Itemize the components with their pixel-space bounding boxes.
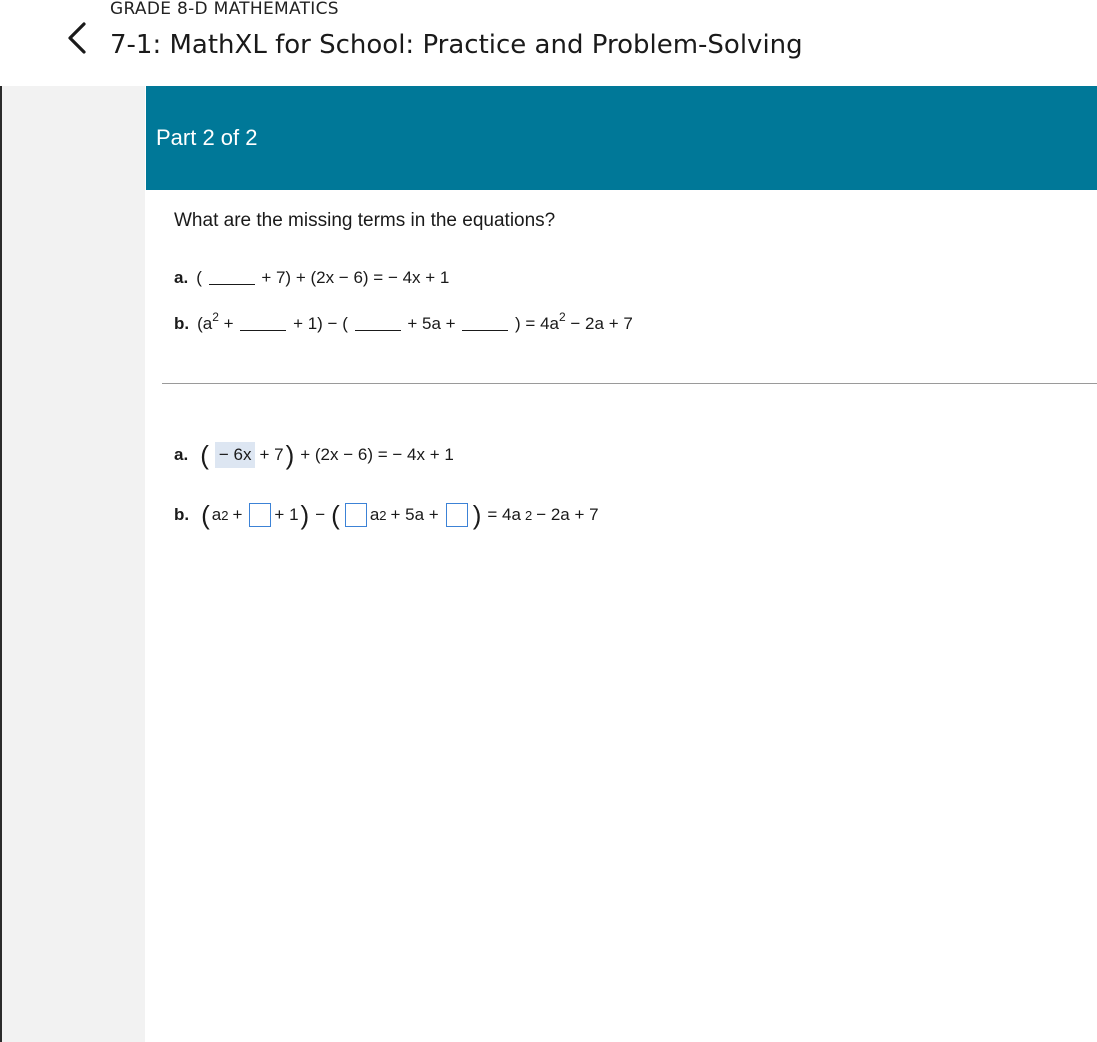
equation-b-exponent: 2 xyxy=(212,310,219,324)
blank-a-1 xyxy=(209,270,255,285)
answer-b-exponent: 2 xyxy=(221,507,229,523)
divider xyxy=(162,383,1097,384)
course-label: GRADE 8-D MATHEMATICS xyxy=(110,0,339,19)
question-prompt: What are the missing terms in the equations? xyxy=(174,210,556,231)
answer-a-rest: + (2x − 6) = − 4x + 1 xyxy=(300,445,454,464)
equation-b-label: b. xyxy=(174,314,190,333)
answer-a-label: a. xyxy=(174,445,189,464)
answer-b-a2: a xyxy=(369,505,380,524)
answer-b-minus: − xyxy=(315,505,326,524)
left-gutter xyxy=(2,86,145,1042)
equation-a xyxy=(174,268,449,288)
part-indicator: Part 2 of 2 xyxy=(156,125,258,150)
answer-b-plus1: + 1 xyxy=(274,505,299,524)
equation-b xyxy=(174,310,633,334)
part-banner xyxy=(146,86,1097,190)
answer-b-plus5a: + 5a + xyxy=(390,505,439,524)
answer-a xyxy=(174,442,458,468)
answer-a-input[interactable]: − 6x xyxy=(215,442,256,468)
back-button[interactable] xyxy=(58,18,98,58)
equation-b-mid1: + 1) − ( xyxy=(293,314,348,333)
answer-b-input-1[interactable] xyxy=(249,503,271,527)
answer-b-eq: = 4a xyxy=(487,505,521,524)
answer-b xyxy=(174,502,603,528)
answer-b-input-3[interactable] xyxy=(446,503,468,527)
answer-b-tail: − 2a + 7 xyxy=(536,505,599,524)
answer-b-plus: + xyxy=(232,505,243,524)
close-paren: ) xyxy=(285,440,295,470)
answer-b-input-2[interactable] xyxy=(345,503,367,527)
equation-b-exponent-2: 2 xyxy=(558,310,566,324)
chevron-left-icon xyxy=(58,18,98,58)
equation-b-mid2: + 5a + xyxy=(407,314,456,333)
close-paren: ) xyxy=(300,500,310,530)
answer-b-a: a xyxy=(211,505,222,524)
answer-b-exponent-2: 2 xyxy=(379,507,387,523)
equation-a-label: a. xyxy=(174,268,189,287)
answer-a-plus7: + 7 xyxy=(259,445,284,464)
equation-b-tail: − 2a + 7 xyxy=(570,314,633,333)
open-paren: ( xyxy=(200,440,209,470)
answer-b-exponent-3: 2 xyxy=(524,507,533,523)
close-paren: ) xyxy=(472,500,482,530)
answer-b-label: b. xyxy=(174,505,190,524)
blank-b-2 xyxy=(355,316,401,331)
blank-b-1 xyxy=(240,316,286,331)
equation-b-open: (a xyxy=(197,314,213,333)
equation-b-plus: + xyxy=(223,314,234,333)
open-paren: ( xyxy=(201,500,210,530)
equation-a-open: ( xyxy=(196,268,202,287)
equation-b-end: ) = 4a xyxy=(515,314,559,333)
header xyxy=(0,0,1097,86)
open-paren: ( xyxy=(331,500,340,530)
assignment-title: 7-1: MathXL for School: Practice and Problem-Solving xyxy=(110,30,803,60)
blank-b-3 xyxy=(462,316,508,331)
equation-a-rest: + 7) + (2x − 6) = − 4x + 1 xyxy=(261,268,450,287)
